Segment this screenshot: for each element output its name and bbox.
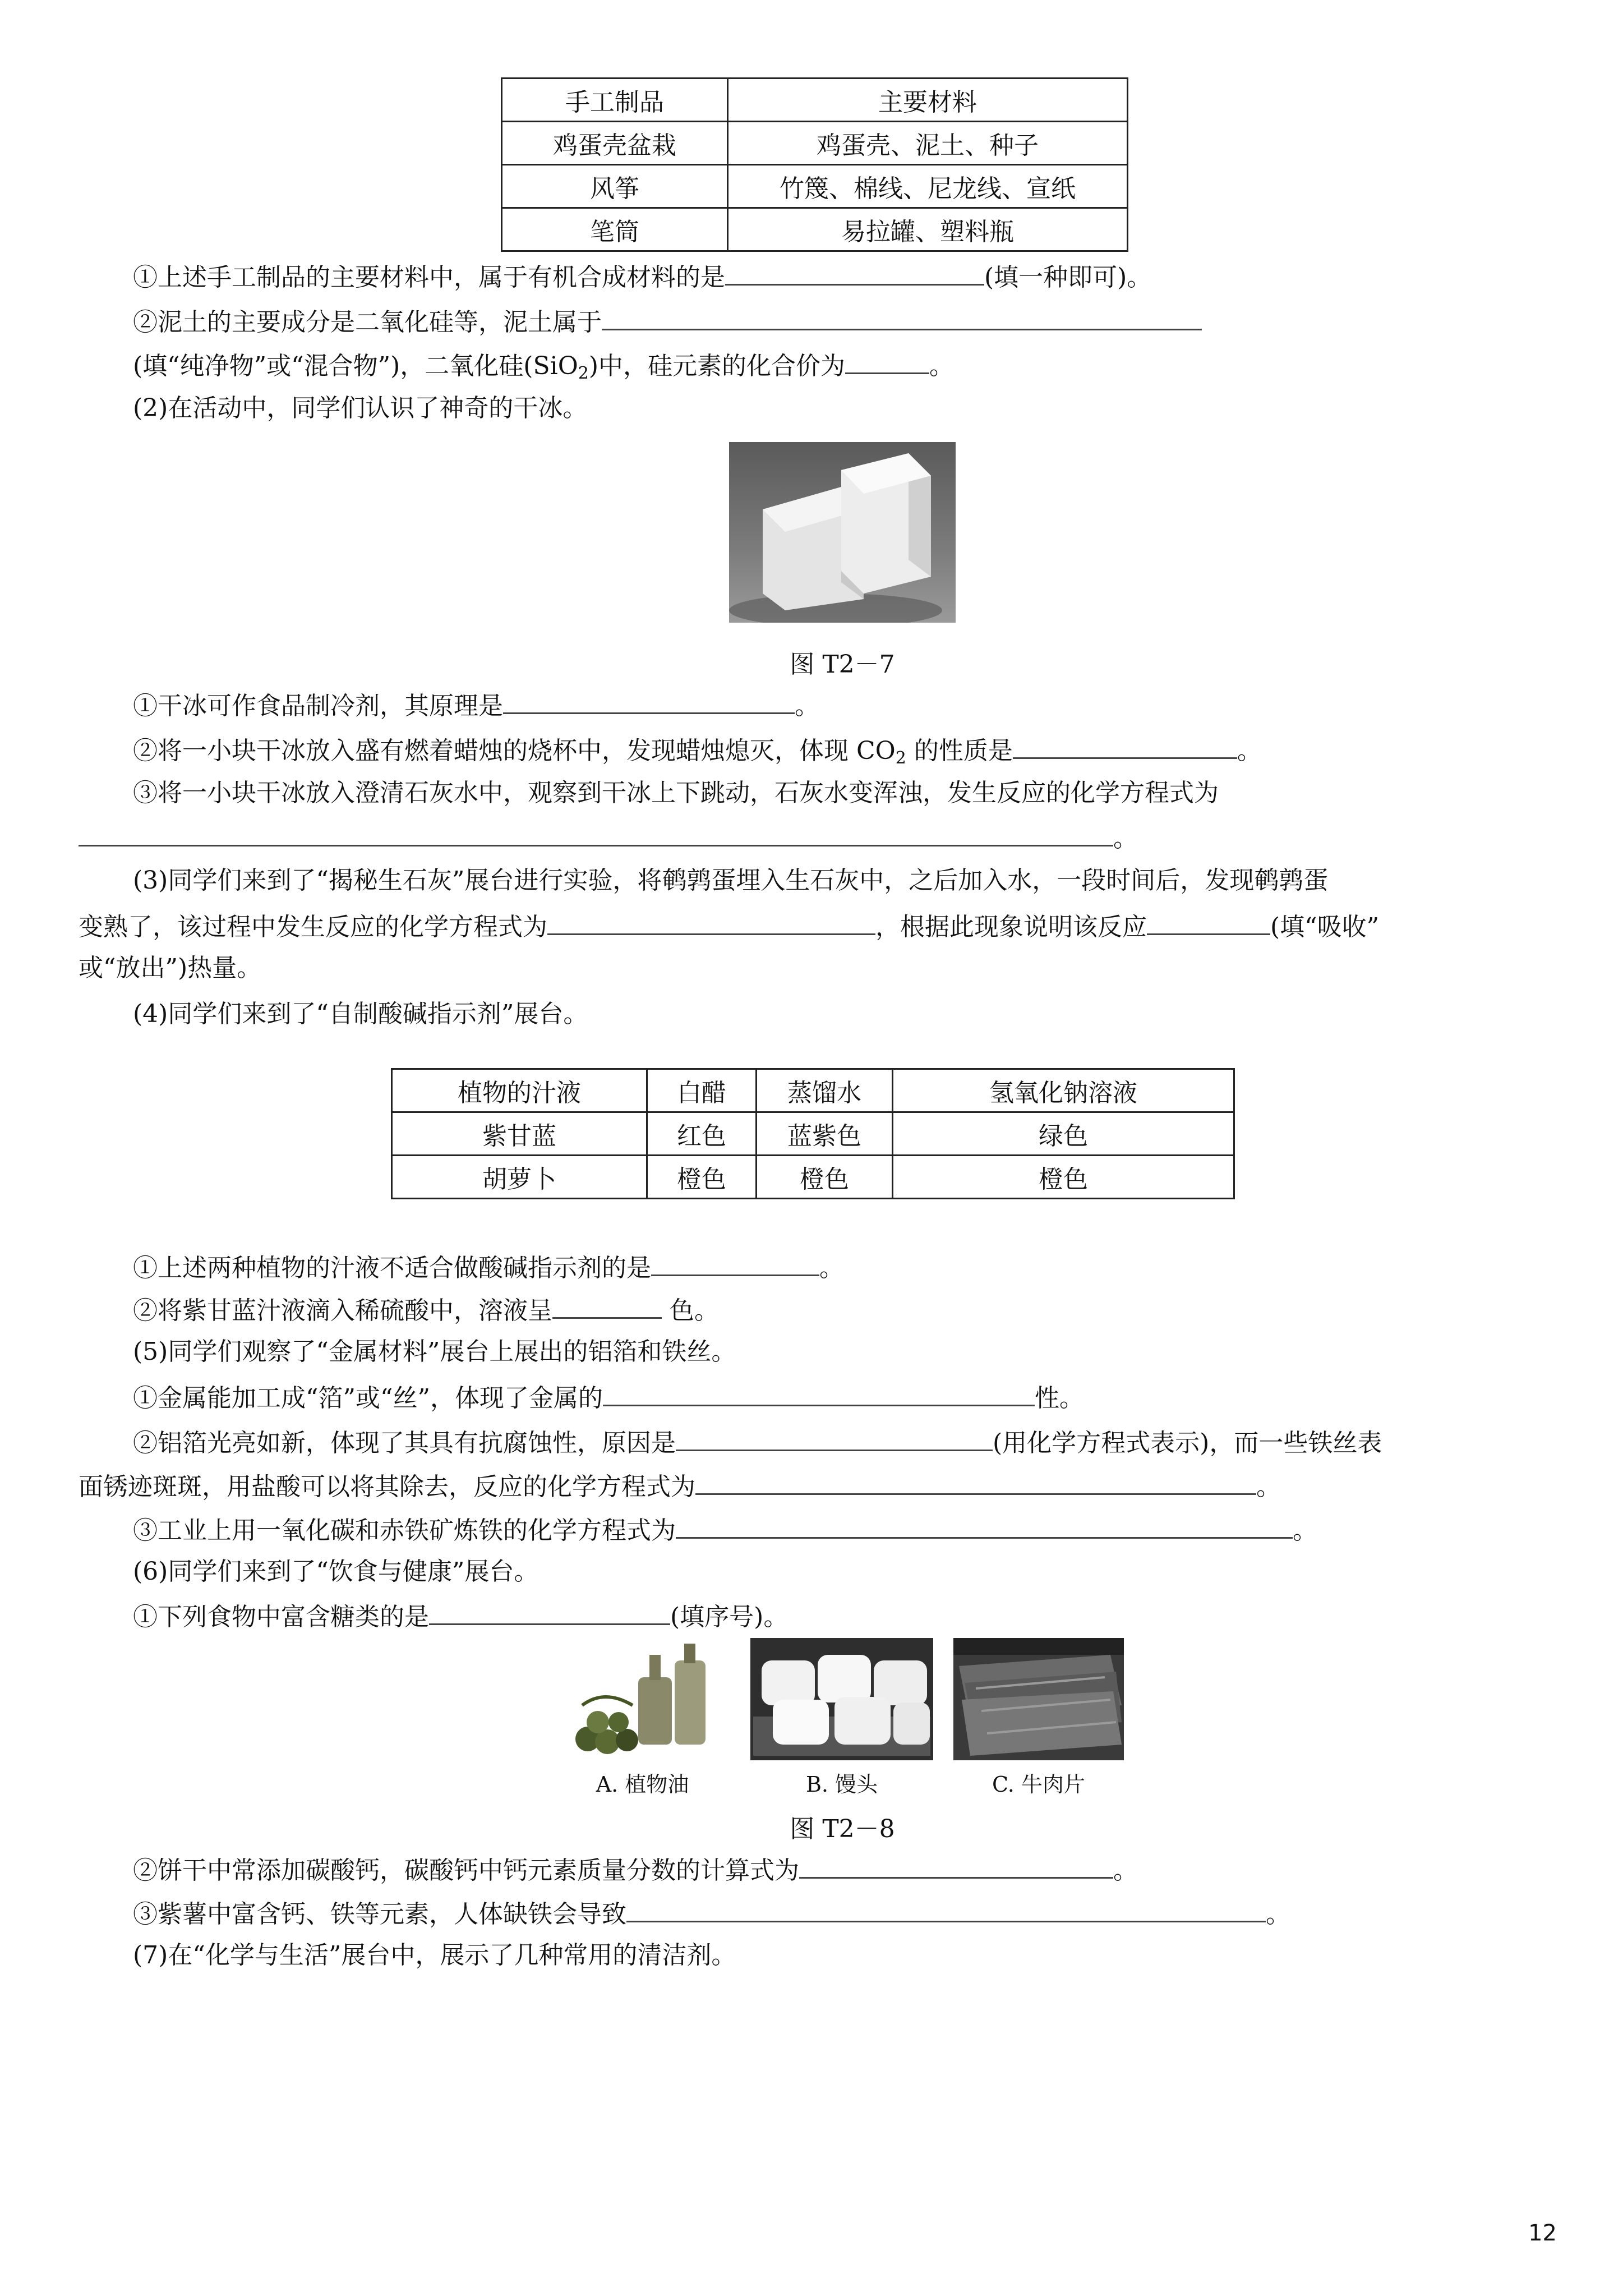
food-label-c: C. 牛肉片 <box>992 1772 1085 1797</box>
table-header-cell: 氢氧化钠溶液 <box>893 1069 1234 1112</box>
table-cell: 红色 <box>647 1112 757 1156</box>
q3-line-3: 或“放出”)热量。 <box>79 954 262 982</box>
answer-blank[interactable] <box>1147 908 1270 935</box>
table-cell: 鸡蛋壳盆栽 <box>502 122 728 165</box>
table-header-cell: 植物的汁液 <box>392 1069 647 1112</box>
table-cell: 橙色 <box>757 1156 893 1199</box>
q3-line-1: (3)同学们来到了“揭秘生石灰”展台进行实验，将鹌鹑蛋埋入生石灰中，之后加入水，一段时间后，发现鹌鹑蛋 <box>133 866 1329 895</box>
figure-caption: 图 T2－7 <box>790 650 895 679</box>
answer-blank[interactable] <box>1013 731 1237 759</box>
answer-blank[interactable] <box>603 1379 1035 1406</box>
answer-blank[interactable] <box>676 1424 993 1451</box>
q7-intro: (7)在“化学与生活”展台中，展示了几种常用的清洁剂。 <box>133 1941 736 1970</box>
q2-item-2: ②将一小块干冰放入盛有燃着蜡烛的烧杯中，发现蜡烛熄灭，体现 $CO_2$ 的性质是 。 <box>133 731 1262 775</box>
q5-item-2: ②铝箔光亮如新，体现了其具有抗腐蚀性，原因是 (用化学方程式表示)，而一些铁丝表 <box>133 1424 1382 1460</box>
answer-blank[interactable] <box>547 908 875 935</box>
table-cell: 胡萝卜 <box>392 1156 647 1199</box>
table-cell: 蓝紫色 <box>757 1112 893 1156</box>
table-cell: 鸡蛋壳、泥土、种子 <box>728 122 1128 165</box>
q2-item-3-cont: 。 <box>79 819 1138 855</box>
q4-item-1: ①上述两种植物的汁液不适合做酸碱指示剂的是 。 <box>133 1249 844 1285</box>
beef-slices-photo <box>953 1638 1124 1760</box>
q1-item-2: ②泥土的主要成分是二氧化硅等，泥土属于 <box>133 303 1202 339</box>
answer-blank[interactable] <box>626 1895 1266 1922</box>
answer-blank[interactable] <box>676 1511 1293 1539</box>
q4-item-2: ②将紫甘蓝汁液滴入稀硫酸中，溶液呈 色。 <box>133 1291 719 1328</box>
answer-blank[interactable] <box>695 1467 1256 1495</box>
answer-blank[interactable] <box>429 1598 670 1625</box>
answer-blank[interactable] <box>79 819 1113 846</box>
table-cell: 风筝 <box>502 165 728 208</box>
table-cell: 笔筒 <box>502 208 728 251</box>
q6-item-2: ②饼干中常添加碳酸钙，碳酸钙中钙元素质量分数的计算式为 。 <box>133 1851 1138 1888</box>
q4-intro: (4)同学们来到了“自制酸碱指示剂”展台。 <box>133 1000 588 1028</box>
q3-line-2: 变熟了，该过程中发生反应的化学方程式为 ，根据此现象说明该反应 (填“吸收” <box>79 908 1379 944</box>
materials-table <box>501 77 1128 252</box>
indicator-table <box>391 1068 1235 1199</box>
table-header-cell: 蒸馏水 <box>757 1069 893 1112</box>
answer-blank[interactable] <box>552 1291 662 1319</box>
q2-intro: (2)在活动中，同学们认识了神奇的干冰。 <box>133 394 588 422</box>
table-header-cell: 白醋 <box>647 1069 757 1112</box>
table-cell: 绿色 <box>893 1112 1234 1156</box>
figure-caption: 图 T2－8 <box>790 1815 895 1843</box>
answer-blank[interactable] <box>845 347 929 374</box>
answer-blank[interactable] <box>503 687 795 714</box>
q5-item-2-cont: 面锈迹斑斑，用盐酸可以将其除去，反应的化学方程式为 。 <box>79 1467 1281 1504</box>
table-cell: 易拉罐、塑料瓶 <box>728 208 1128 251</box>
table-cell: 竹篾、棉线、尼龙线、宣纸 <box>728 165 1128 208</box>
table-cell: 橙色 <box>647 1156 757 1199</box>
q6-item-1: ①下列食物中富含糖类的是 (填序号)。 <box>133 1598 788 1634</box>
q1-item-2-cont: (填“纯净物”或“混合物”)，二氧化硅(SiO$_2$)中，硅元素的化合价为 。 <box>133 347 954 390</box>
table-cell: 紫甘蓝 <box>392 1112 647 1156</box>
q5-item-3: ③工业上用一氧化碳和赤铁矿炼铁的化学方程式为 。 <box>133 1511 1317 1548</box>
q1-item-1: ①上述手工制品的主要材料中，属于有机合成材料的是 (填一种即可)。 <box>133 258 1151 295</box>
answer-blank[interactable] <box>651 1249 819 1276</box>
q2-item-1: ①干冰可作食品制冷剂，其原理是 。 <box>133 687 819 723</box>
food-label-b: B. 馒头 <box>805 1772 878 1797</box>
table-cell: 橙色 <box>893 1156 1234 1199</box>
q6-intro: (6)同学们来到了“饮食与健康”展台。 <box>133 1557 539 1586</box>
table-header-cell: 手工制品 <box>502 79 728 122</box>
dry-ice-photo <box>729 442 956 623</box>
q5-intro: (5)同学们观察了“金属材料”展台上展出的铝箔和铁丝。 <box>133 1337 736 1366</box>
q5-item-1: ①金属能加工成“箔”或“丝”，体现了金属的 性。 <box>133 1379 1084 1415</box>
q2-item-3: ③将一小块干冰放入澄清石灰水中，观察到干冰上下跳动，石灰水变浑浊，发生反应的化学方程式为 <box>133 779 1219 807</box>
answer-blank[interactable] <box>799 1851 1113 1879</box>
answer-blank[interactable] <box>725 258 984 286</box>
table-header-cell: 主要材料 <box>728 79 1128 122</box>
food-label-a: A. 植物油 <box>596 1772 689 1797</box>
steamed-bun-photo <box>750 1638 933 1760</box>
vegetable-oil-photo <box>571 1638 714 1760</box>
q6-item-3: ③紫薯中富含钙、铁等元素，人体缺铁会导致 。 <box>133 1895 1290 1931</box>
answer-blank[interactable] <box>602 303 1202 330</box>
page-number: 12 <box>1528 2220 1557 2246</box>
